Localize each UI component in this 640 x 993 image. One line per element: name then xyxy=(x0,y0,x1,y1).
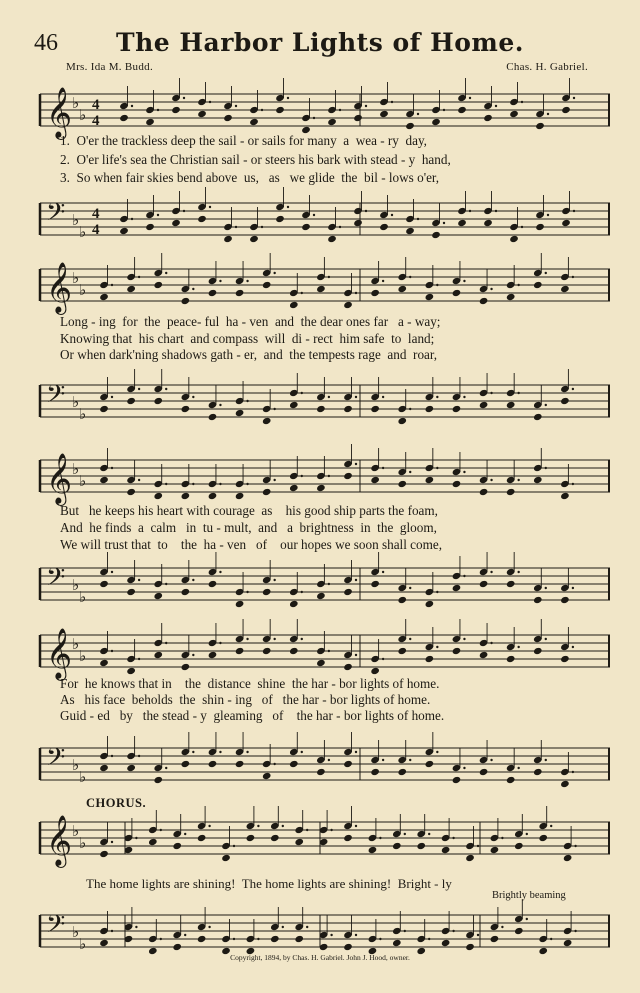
note xyxy=(441,818,455,854)
note xyxy=(246,806,260,842)
note xyxy=(379,195,393,231)
treble-clef-icon: 𝄞 xyxy=(46,453,73,504)
bass-clef-icon: 𝄢 xyxy=(46,563,66,598)
flat-icon: ♭ xyxy=(72,822,80,840)
note xyxy=(197,187,211,223)
note xyxy=(343,806,357,842)
verse-line-3-1: But he keeps his heart with courage as his good ship parts the foam, xyxy=(60,503,438,518)
verse-line-4-2: As his face beholds the shin - ing of the har - bor lights of home. xyxy=(60,692,431,707)
note xyxy=(379,82,393,118)
note xyxy=(262,389,276,425)
note xyxy=(153,623,167,659)
flat-icon: ♭ xyxy=(79,472,87,490)
note xyxy=(289,732,303,768)
note xyxy=(560,464,574,500)
note xyxy=(126,560,140,596)
bass-staff-4 xyxy=(40,738,610,794)
note xyxy=(316,456,330,492)
flat-icon: ♭ xyxy=(79,647,87,665)
note xyxy=(153,253,167,289)
note xyxy=(319,915,333,951)
note xyxy=(99,448,113,484)
note xyxy=(560,257,574,293)
note xyxy=(441,911,455,947)
note xyxy=(126,257,140,293)
note xyxy=(221,919,235,955)
note xyxy=(535,195,549,231)
note xyxy=(425,732,439,768)
note xyxy=(506,748,520,784)
note xyxy=(327,207,341,243)
note xyxy=(533,568,547,604)
verse-line-3-2: And he finds a calm in tu - mult, and a brightness in the gloom, xyxy=(60,520,437,535)
note xyxy=(533,448,547,484)
note xyxy=(235,261,249,297)
note xyxy=(249,207,263,243)
flat-icon: ♭ xyxy=(72,635,80,653)
note xyxy=(452,556,466,592)
note xyxy=(126,639,140,675)
note xyxy=(397,740,411,776)
composer-credit: Chas. H. Gabriel. xyxy=(506,61,588,73)
note xyxy=(153,369,167,405)
time-sig-top: 4 xyxy=(92,206,100,222)
note xyxy=(465,915,479,951)
note xyxy=(506,373,520,409)
note xyxy=(425,377,439,413)
note xyxy=(270,907,284,943)
note xyxy=(316,740,330,776)
note xyxy=(197,806,211,842)
flat-icon: ♭ xyxy=(72,756,80,774)
treble-clef-icon: 𝄞 xyxy=(46,628,73,679)
note xyxy=(479,552,493,588)
flat-icon: ♭ xyxy=(79,935,87,953)
note xyxy=(99,911,113,947)
note xyxy=(289,619,303,655)
note xyxy=(153,464,167,500)
bass-staff-3 xyxy=(40,558,610,614)
flat-icon: ♭ xyxy=(79,106,87,124)
note xyxy=(246,919,260,955)
note xyxy=(249,90,263,126)
note xyxy=(99,736,113,772)
note xyxy=(197,907,211,943)
note xyxy=(289,456,303,492)
note xyxy=(289,572,303,608)
note xyxy=(506,552,520,588)
note xyxy=(343,377,357,413)
note xyxy=(316,564,330,600)
flat-icon: ♭ xyxy=(72,94,80,112)
note xyxy=(327,90,341,126)
treble-staff-4 xyxy=(40,625,610,681)
treble-clef-icon: 𝄞 xyxy=(46,87,73,138)
note xyxy=(431,90,445,126)
note xyxy=(148,810,162,846)
note xyxy=(370,261,384,297)
flat-icon: ♭ xyxy=(72,269,80,287)
chorus-echo-text: Brightly beaming xyxy=(492,890,566,901)
note xyxy=(343,635,357,671)
note xyxy=(483,86,497,122)
note xyxy=(235,464,249,500)
bass-staff-chorus xyxy=(40,905,610,955)
lyricist-credit: Mrs. Ida M. Budd. xyxy=(66,61,153,73)
note xyxy=(514,814,528,850)
bass-staff-2 xyxy=(40,375,610,431)
note xyxy=(457,191,471,227)
note xyxy=(490,907,504,943)
note xyxy=(479,373,493,409)
note xyxy=(535,94,549,130)
note xyxy=(452,452,466,488)
verse-line-4-3: Guid - ed by the stead - y gleaming of the har - bor lights of home. xyxy=(60,708,445,723)
verse-line-1-3: 3. So when fair skies bend above us, as we glide the bil - lows o'er, xyxy=(60,170,440,185)
note xyxy=(405,199,419,235)
treble-staff-2 xyxy=(40,259,610,315)
note xyxy=(208,464,222,500)
verse-line-3-3: We will trust that to the ha - ven of our hopes we soon shall come, xyxy=(60,537,443,552)
note xyxy=(99,631,113,667)
note xyxy=(181,377,195,413)
note xyxy=(262,460,276,496)
note xyxy=(405,94,419,130)
note xyxy=(397,452,411,488)
note xyxy=(560,627,574,663)
note xyxy=(479,623,493,659)
note xyxy=(533,253,547,289)
flat-icon: ♭ xyxy=(79,834,87,852)
note xyxy=(533,740,547,776)
treble-staff-3 xyxy=(40,450,610,506)
note xyxy=(538,919,552,955)
note xyxy=(368,919,382,955)
bass-staff-1 xyxy=(40,193,610,249)
note xyxy=(397,389,411,425)
note xyxy=(208,732,222,768)
note xyxy=(416,814,430,850)
note xyxy=(561,78,575,114)
flat-icon: ♭ xyxy=(79,281,87,299)
note xyxy=(126,736,140,772)
verse-line-1-1: 1. O'er the trackless deep the sail - or sails for many a wea - ry day, xyxy=(60,133,427,148)
note xyxy=(316,631,330,667)
note xyxy=(145,195,159,231)
note xyxy=(197,82,211,118)
note xyxy=(397,257,411,293)
copyright-notice: Copyright, 1894, by Chas. H. Gabriel. John J. Hood, owner. xyxy=(230,953,410,962)
note xyxy=(145,90,159,126)
flat-icon: ♭ xyxy=(79,223,87,241)
note xyxy=(392,911,406,947)
note xyxy=(319,810,333,846)
note xyxy=(483,191,497,227)
note xyxy=(431,203,445,239)
bass-clef-icon: 𝄢 xyxy=(46,198,66,233)
note xyxy=(452,377,466,413)
note xyxy=(368,818,382,854)
note xyxy=(509,82,523,118)
note xyxy=(208,552,222,588)
time-sig-bottom: 4 xyxy=(92,113,100,129)
note xyxy=(370,448,384,484)
note xyxy=(506,460,520,496)
note xyxy=(370,639,384,675)
verse-line-2-3: Or when dark'ning shadows gath - er, and the tempests rage and roar, xyxy=(60,347,438,362)
note xyxy=(181,269,195,305)
note xyxy=(262,619,276,655)
note xyxy=(353,86,367,122)
note xyxy=(262,560,276,596)
note xyxy=(370,552,384,588)
note xyxy=(126,369,140,405)
bass-clef-icon: 𝄢 xyxy=(46,743,66,778)
note xyxy=(506,265,520,301)
note xyxy=(208,261,222,297)
note xyxy=(289,373,303,409)
note xyxy=(171,191,185,227)
flat-icon: ♭ xyxy=(79,588,87,606)
bass-clef-icon: 𝄢 xyxy=(46,380,66,415)
note xyxy=(181,635,195,671)
note xyxy=(560,568,574,604)
note xyxy=(538,806,552,842)
note xyxy=(301,195,315,231)
note xyxy=(316,257,330,293)
note xyxy=(370,377,384,413)
note xyxy=(563,911,577,947)
note xyxy=(124,907,138,943)
note xyxy=(270,806,284,842)
note xyxy=(506,627,520,663)
note xyxy=(235,572,249,608)
note xyxy=(425,627,439,663)
note xyxy=(223,86,237,122)
note xyxy=(343,560,357,596)
note xyxy=(289,273,303,309)
note xyxy=(533,385,547,421)
note xyxy=(294,907,308,943)
treble-staff-chorus xyxy=(40,812,610,868)
note xyxy=(235,619,249,655)
note xyxy=(563,826,577,862)
note xyxy=(397,568,411,604)
verse-line-1-2: 2. O'er life's sea the Christian sail - or steers his bark with stead - y hand, xyxy=(60,152,451,167)
note xyxy=(262,253,276,289)
note xyxy=(223,207,237,243)
note xyxy=(99,265,113,301)
note xyxy=(275,187,289,223)
note xyxy=(353,191,367,227)
note xyxy=(208,623,222,659)
note xyxy=(119,86,133,122)
note xyxy=(99,552,113,588)
note xyxy=(479,269,493,305)
note xyxy=(479,460,493,496)
verse-line-2-2: Knowing that his chart and compass will di - rect him safe to land; xyxy=(60,331,435,346)
note xyxy=(208,385,222,421)
note xyxy=(235,381,249,417)
note xyxy=(560,369,574,405)
treble-staff-1 xyxy=(40,84,610,140)
note xyxy=(561,191,575,227)
note xyxy=(425,265,439,301)
note xyxy=(416,919,430,955)
flat-icon: ♭ xyxy=(72,923,80,941)
note xyxy=(452,619,466,655)
note xyxy=(479,740,493,776)
note xyxy=(452,748,466,784)
bass-clef-icon: 𝄢 xyxy=(46,910,66,945)
treble-clef-icon: 𝄞 xyxy=(46,262,73,313)
note xyxy=(294,810,308,846)
note xyxy=(452,261,466,297)
verse-line-4-1: For he knows that in the distance shine the har - bor lights of home. xyxy=(60,676,440,691)
treble-clef-icon: 𝄞 xyxy=(46,815,73,866)
flat-icon: ♭ xyxy=(79,405,87,423)
note xyxy=(172,814,186,850)
note xyxy=(397,619,411,655)
flat-icon: ♭ xyxy=(72,576,80,594)
note xyxy=(124,818,138,854)
note xyxy=(235,732,249,768)
note xyxy=(343,273,357,309)
note xyxy=(126,460,140,496)
note xyxy=(181,732,195,768)
note xyxy=(99,822,113,858)
note xyxy=(172,915,186,951)
note xyxy=(533,619,547,655)
flat-icon: ♭ xyxy=(72,460,80,478)
note xyxy=(370,740,384,776)
note xyxy=(119,199,133,235)
note xyxy=(153,564,167,600)
note xyxy=(316,377,330,413)
flat-icon: ♭ xyxy=(79,768,87,786)
note xyxy=(181,464,195,500)
time-sig-bottom: 4 xyxy=(92,222,100,238)
flat-icon: ♭ xyxy=(72,211,80,229)
note xyxy=(171,78,185,114)
note xyxy=(148,919,162,955)
note xyxy=(343,915,357,951)
hymn-title: The Harbor Lights of Home. xyxy=(116,28,524,57)
note xyxy=(392,814,406,850)
note xyxy=(465,826,479,862)
note xyxy=(275,78,289,114)
note xyxy=(490,818,504,854)
note xyxy=(343,732,357,768)
note xyxy=(560,752,574,788)
note xyxy=(509,207,523,243)
note xyxy=(153,748,167,784)
note xyxy=(262,744,276,780)
flat-icon: ♭ xyxy=(72,393,80,411)
chorus-label: CHORUS. xyxy=(86,796,147,810)
note xyxy=(343,444,357,480)
page-number: 46 xyxy=(34,30,58,56)
note xyxy=(457,78,471,114)
note xyxy=(301,98,315,134)
note xyxy=(425,572,439,608)
note xyxy=(425,448,439,484)
time-sig-top: 4 xyxy=(92,97,100,113)
note xyxy=(514,899,528,935)
verse-line-2-1: Long - ing for the peace- ful ha - ven and the dear ones far a - way; xyxy=(60,314,441,329)
note xyxy=(181,560,195,596)
chorus-lyric: The home lights are shining! The home lights are shining! Bright - ly xyxy=(86,876,452,891)
note xyxy=(99,377,113,413)
note xyxy=(221,826,235,862)
